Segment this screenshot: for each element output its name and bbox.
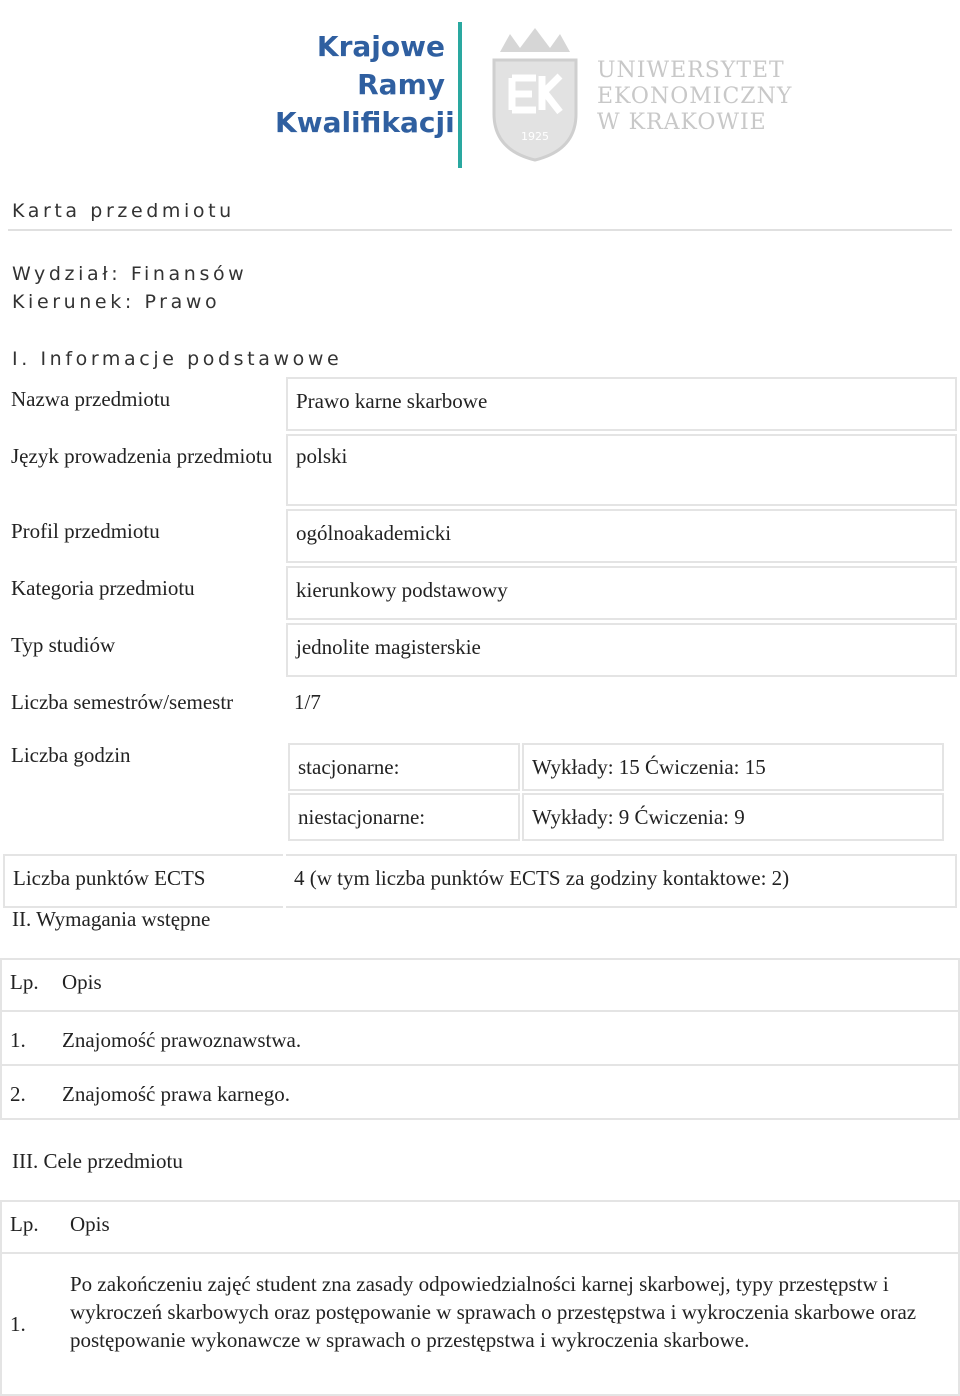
row-value: Prawo karne skarbowe (296, 389, 488, 413)
objectives-table (0, 1200, 960, 1396)
ects-label: Liczba punktów ECTS (13, 866, 206, 890)
table-row (3, 854, 957, 908)
table-row (3, 566, 957, 620)
row-label: Kategoria przedmiotu (11, 576, 195, 600)
table-row (3, 509, 957, 563)
table-row (3, 680, 957, 730)
field-line: Kierunek: Prawo (12, 291, 221, 313)
uni-line-3: W KRAKOWIE (597, 110, 767, 135)
table-row (3, 434, 957, 506)
row-value: ogólnoakademicki (296, 521, 452, 545)
faculty-line: Wydział: Finansów (12, 263, 248, 285)
table-row (288, 793, 944, 841)
table-row (0, 1066, 960, 1120)
table-row (0, 1254, 960, 1396)
row-label: Nazwa przedmiotu (11, 387, 171, 411)
row-label: Profil przedmiotu (11, 519, 160, 543)
uni-line-2: EKONOMICZNY (597, 84, 793, 109)
row-lp: 1. (10, 1311, 26, 1336)
ects-value: 4 (w tym liczba punktów ECTS za godziny kontaktowe: 2) (294, 866, 790, 890)
table-row (3, 377, 957, 431)
section3-heading: III. Cele przedmiotu (12, 1149, 183, 1173)
hours-mode: niestacjonarne: (298, 805, 426, 829)
row-label: Liczba semestrów/semestr (11, 690, 234, 714)
row-lp: 2. (10, 1082, 26, 1106)
uni-line-1: UNIWERSYTET (597, 58, 785, 83)
university-name (597, 58, 792, 136)
hours-value: Wykłady: 9 Ćwiczenia: 9 (532, 805, 745, 829)
page-title: Karta przedmiotu (12, 200, 235, 222)
row-label: Język prowadzenia przedmiotu (11, 444, 273, 468)
col-desc-header: Opis (62, 970, 102, 994)
table-row (288, 743, 944, 791)
logo (275, 22, 815, 172)
logo-divider (458, 22, 462, 168)
table-row (3, 623, 957, 677)
row-value: polski (296, 444, 348, 468)
row-value: 1/7 (294, 690, 321, 714)
row-desc: Znajomość prawa karnego. (62, 1082, 290, 1106)
title-underline (8, 229, 952, 231)
col-lp-header: Lp. (10, 1212, 39, 1236)
hours-mode: stacjonarne: (298, 755, 400, 779)
hours-table (286, 741, 946, 843)
krk-line-3: Kwalifikacji (275, 106, 455, 139)
col-lp-header: Lp. (10, 970, 39, 994)
hours-value: Wykłady: 15 Ćwiczenia: 15 (532, 755, 766, 779)
prerequisites-table (0, 958, 960, 1120)
hours-row (3, 733, 957, 851)
table-header-row (0, 958, 960, 1012)
krk-line-2: Ramy (357, 68, 445, 101)
basic-info-table (0, 374, 960, 911)
col-desc-header: Opis (70, 1212, 110, 1236)
row-desc: Po zakończeniu zajęć student zna zasady odpowiedzialności karnej skarbowej, typy przestępstw i wykroczeń skarbowych oraz postępowanie w sprawach o przestępstwa i wykroczenia skarbowe oraz postępowanie wykonawcze w sprawach o przestępstwa i wykroczenia skarbowe. (70, 1272, 917, 1352)
table-row (0, 1012, 960, 1066)
section1-heading: I. Informacje podstawowe (12, 348, 343, 370)
row-lp: 1. (10, 1028, 26, 1052)
university-emblem-icon (480, 22, 590, 162)
section2-heading: II. Wymagania wstępne (12, 907, 211, 931)
row-value: jednolite magisterskie (296, 635, 481, 659)
emblem-year: 1925 (521, 130, 549, 143)
row-desc: Znajomość prawoznawstwa. (62, 1028, 302, 1052)
table-header-row (0, 1200, 960, 1254)
krk-logo-text (275, 28, 455, 142)
row-value: kierunkowy podstawowy (296, 578, 508, 602)
krk-line-1: Krajowe (316, 30, 445, 63)
row-label: Typ studiów (11, 633, 116, 657)
hours-label: Liczba godzin (11, 743, 131, 767)
